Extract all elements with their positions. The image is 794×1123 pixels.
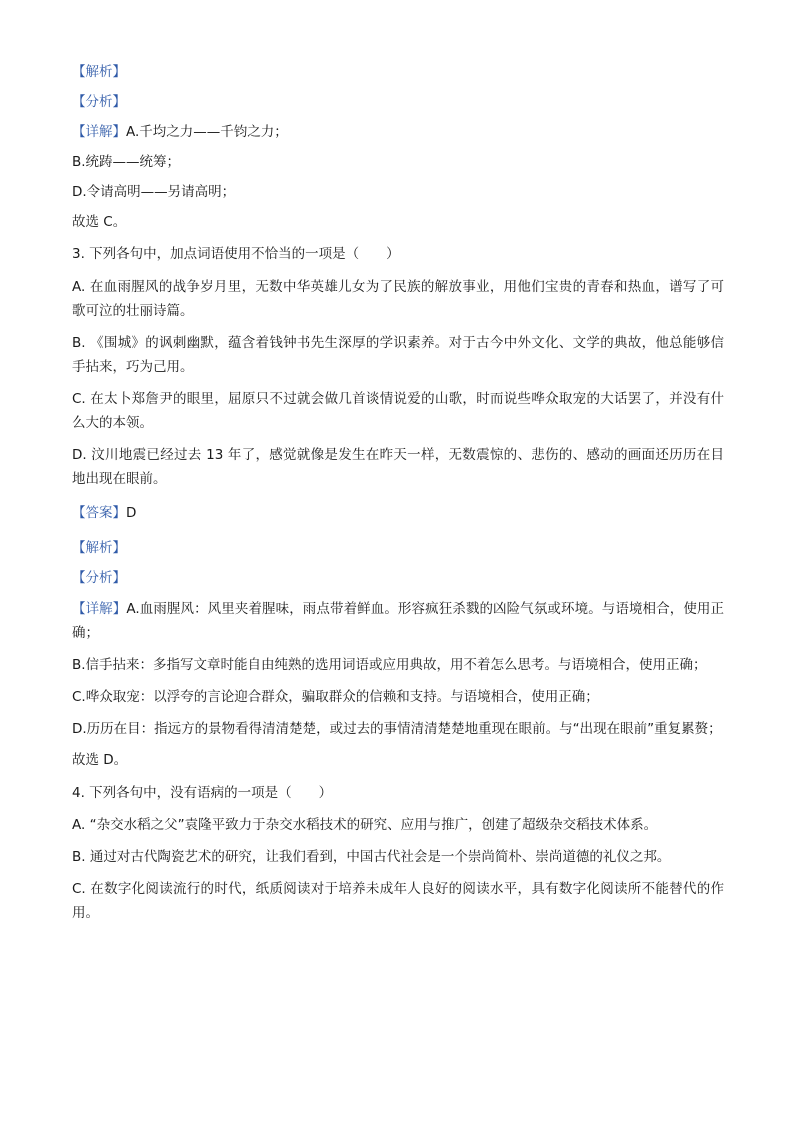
question-3-option-b: B. 《围城》的讽刺幽默，蕴含着钱钟书先生深厚的学识素养。对于古今中外文化、文学的典故，他总能够信手拈来，巧为己用。 [72,335,724,375]
question-4-option-c: C. 在数字化阅读流行的时代，纸质阅读对于培养未成年人良好的阅读水平，具有数字化阅读所不能替代的作用。 [72,881,724,921]
question-3-option-c: C. 在太卜郑詹尹的眼里，屈原只不过就会做几首谈情说爱的山歌，时而说些哗众取宠的大话罢了，并没有什么大的本领。 [72,391,724,431]
detail-paragraph-d: D.历历在目：指远方的景物看得清清楚楚，或过去的事情清清楚楚地重现在眼前。与“出现在眼前”重复累赘； [72,721,722,737]
detail-paragraph-a [72,597,724,645]
conclusion-line-2: 故选 D。 [72,752,128,768]
breakdown-heading: 【分析】 [72,94,126,110]
detail-line-a [72,122,724,143]
detail-paragraph-c: C.哗众取宠：以浮夸的言论迎合群众，骗取群众的信赖和支持。与语境相合，使用正确； [72,689,599,705]
question-3-stem: 3. 下列各句中，加点词语使用不恰当的一项是（ ） [72,246,400,262]
question-4-stem: 4. 下列各句中，没有语病的一项是（ ） [72,785,333,801]
detail-text: A.千均之力——千钧之力； [126,124,288,140]
document-page [72,62,724,925]
detail-line-d: D.令请高明——另请高明； [72,184,236,200]
answer-value: D [126,505,137,521]
question-3-option-a: A. 在血雨腥风的战争岁月里，无数中华英雄儿女为了民族的解放事业，用他们宝贵的青春和热血，谱写了可歌可泣的壮丽诗篇。 [72,279,724,319]
answer-line [72,503,724,524]
detail-line-b: B.统踌——统筹； [72,154,181,170]
breakdown-heading-2: 【分析】 [72,570,126,586]
detail-label-2: 【详解】 [72,601,127,617]
answer-label: 【答案】 [72,505,126,521]
question-4-option-b: B. 通过对古代陶瓷艺术的研究，让我们看到，中国古代社会是一个崇尚简朴、崇尚道德的礼仪之邦。 [72,849,671,865]
question-3-option-d: D. 汶川地震已经过去 13 年了，感觉就像是发生在昨天一样，无数震惊的、悲伤的、感动的画面还历历在目地出现在眼前。 [72,447,724,487]
question-4-option-a: A. “杂交水稻之父”袁隆平致力于杂交水稻技术的研究、应用与推广，创建了超级杂交稻技术体系。 [72,817,658,833]
analysis-heading-2: 【解析】 [72,540,126,556]
detail-label: 【详解】 [72,124,126,140]
detail-paragraph-b: B.信手拈来：多指写文章时能自由纯熟的选用词语或应用典故，用不着怎么思考。与语境相合，使用正确； [72,657,707,673]
conclusion-line: 故选 C。 [72,214,127,230]
analysis-heading: 【解析】 [72,64,126,80]
detail-text-a: A.血雨腥风：风里夹着腥味，雨点带着鲜血。形容疯狂杀戮的凶险气氛或环境。与语境相合，使用正确； [72,601,724,641]
